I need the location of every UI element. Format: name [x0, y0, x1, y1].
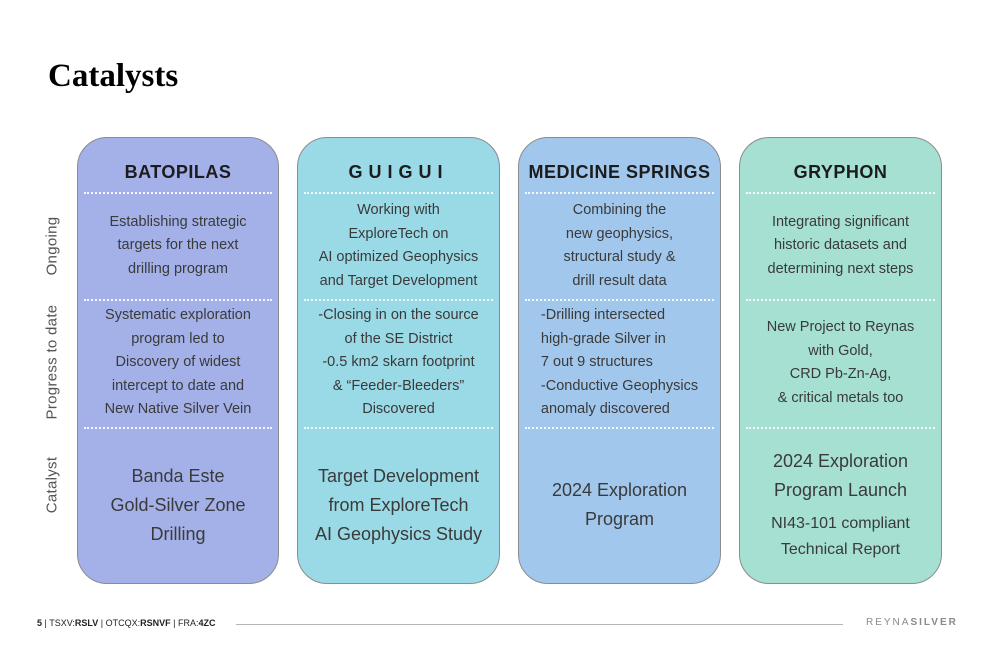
- footer-tickers: [37, 618, 216, 628]
- otcqx-ticker: RSNVF: [140, 618, 171, 628]
- catalyst-note: NI43-101 compliant Technical Report: [771, 515, 910, 558]
- card-title: BATOPILAS: [124, 162, 232, 182]
- tsxv-label: TSXV:: [49, 618, 75, 628]
- catalyst-text: Target Development from ExploreTech AI Geophysics Study: [314, 465, 483, 544]
- dotted-divider: [525, 192, 714, 194]
- card-guigui: [297, 137, 500, 584]
- row-label-catalyst: Catalyst: [43, 456, 61, 514]
- catalyst-cell: [523, 430, 716, 580]
- card-title: GRYPHON: [793, 162, 888, 182]
- logo-part-reyna: REYNA: [866, 617, 911, 628]
- fra-label: FRA:: [178, 618, 199, 628]
- footer-rule: [236, 624, 843, 625]
- catalyst-text: 2024 Exploration Program Launch: [772, 451, 909, 500]
- progress-cell: [302, 302, 495, 424]
- dotted-divider: [84, 299, 272, 301]
- ongoing-text: Combining the new geophysics, structural study & drill result data: [563, 202, 676, 289]
- row-label-progress: Progress to date: [43, 304, 61, 420]
- company-logo: [866, 617, 958, 628]
- dotted-divider: [746, 427, 935, 429]
- fra-ticker: 4ZC: [198, 618, 216, 628]
- separator: |: [100, 618, 104, 628]
- card-title: MEDICINE SPRINGS: [528, 162, 711, 182]
- tsxv-ticker: RSLV: [74, 618, 99, 628]
- otcqx-label: OTCQX:: [105, 618, 141, 628]
- ongoing-cell: [82, 196, 274, 296]
- card-batopilas: [77, 137, 279, 584]
- card-title: GUIGUI: [348, 162, 449, 182]
- dotted-divider: [525, 427, 714, 429]
- dotted-divider: [746, 192, 935, 194]
- dotted-divider: [304, 299, 493, 301]
- dotted-divider: [84, 427, 272, 429]
- separator: |: [44, 618, 47, 628]
- progress-cell: [82, 302, 274, 424]
- progress-text: Systematic exploration program led to Discovery of widest intercept to date and New Native Silver Vein: [104, 307, 252, 418]
- progress-text: New Project to Reynas with Gold, CRD Pb-Zn-Ag, & critical metals too: [766, 319, 915, 406]
- dotted-divider: [304, 192, 493, 194]
- logo-part-silver: SILVER: [910, 617, 958, 628]
- catalyst-cell: [82, 430, 274, 580]
- catalyst-stack: [771, 447, 910, 563]
- dotted-divider: [746, 299, 935, 301]
- page-title: Catalysts: [48, 58, 179, 94]
- card-medicine-springs: [518, 137, 721, 584]
- dotted-divider: [84, 192, 272, 194]
- catalyst-text: Banda Este Gold-Silver Zone Drilling: [110, 465, 246, 544]
- ongoing-text: Integrating significant historic datasets and determining next steps: [767, 213, 914, 277]
- catalyst-cell: [744, 430, 937, 580]
- ongoing-cell: [744, 196, 937, 296]
- row-label-ongoing: Ongoing: [43, 216, 61, 276]
- progress-text: -Closing in on the source of the SE District -0.5 km2 skarn footprint & “Feeder-Bleeders” Discovered: [318, 307, 479, 418]
- dotted-divider: [525, 299, 714, 301]
- separator: |: [173, 618, 176, 628]
- ongoing-cell: [523, 196, 716, 296]
- catalyst-text: 2024 Exploration Program: [551, 480, 688, 529]
- progress-text: -Drilling intersected high-grade Silver in 7 out 9 structures -Conductive Geophysics anomaly discovered: [540, 307, 699, 418]
- ongoing-cell: [302, 196, 495, 296]
- card-gryphon: [739, 137, 942, 584]
- page-number: 5: [37, 618, 43, 628]
- progress-cell: [744, 302, 937, 424]
- dotted-divider: [304, 427, 493, 429]
- ongoing-text: Establishing strategic targets for the next drilling program: [109, 213, 247, 277]
- catalyst-cell: [302, 430, 495, 580]
- progress-cell: [523, 302, 716, 424]
- ongoing-text: Working with ExploreTech on AI optimized Geophysics and Target Development: [318, 202, 479, 289]
